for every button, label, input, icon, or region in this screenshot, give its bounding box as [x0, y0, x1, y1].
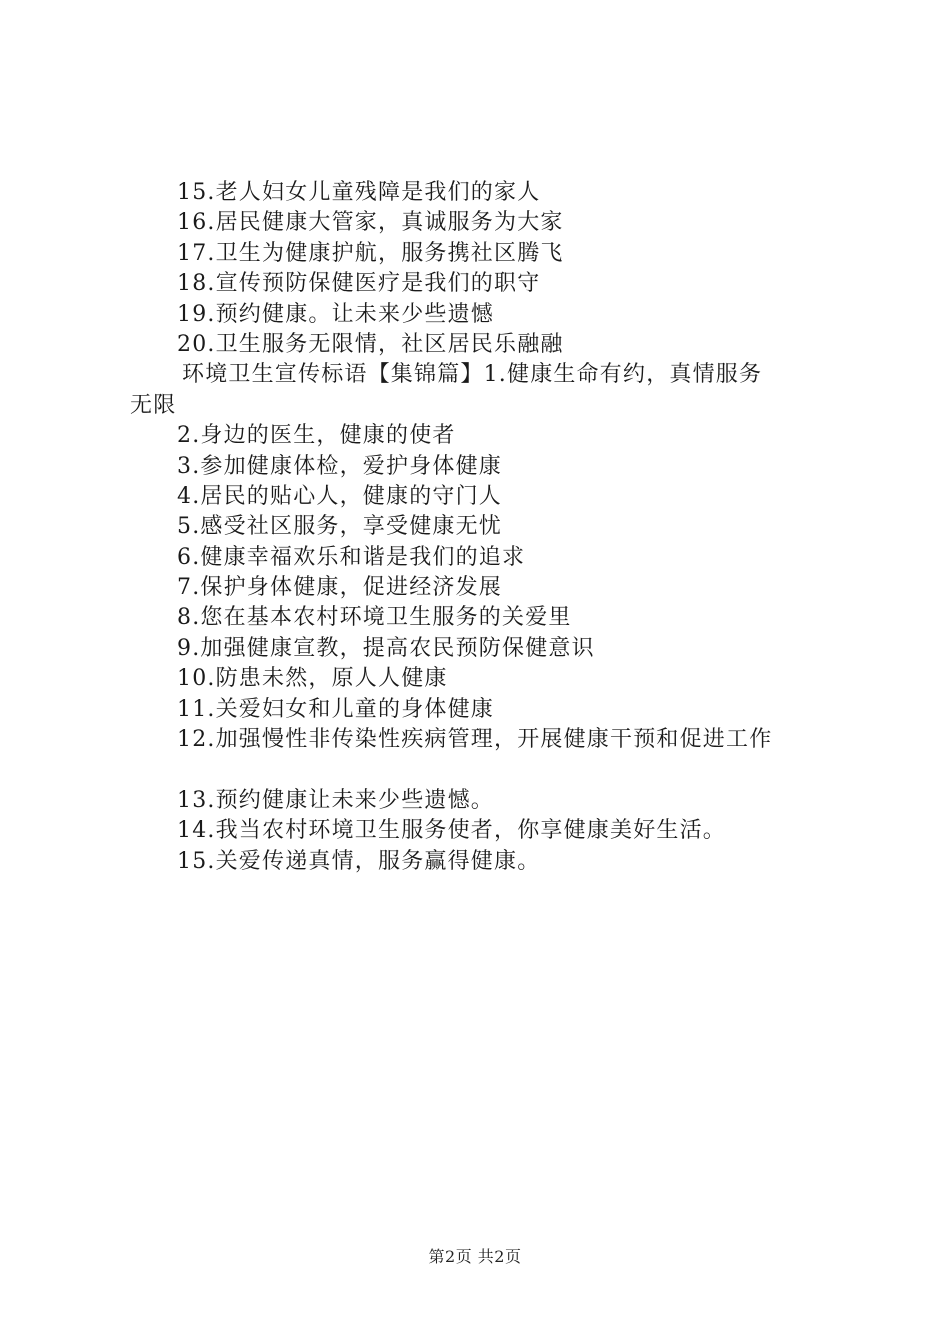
slogan-line: 15.老人妇女儿童残障是我们的家人	[177, 180, 541, 205]
blank-line	[130, 755, 840, 785]
page-number-footer: 第2页 共2页	[428, 1247, 522, 1266]
slogan-line: 17.卫生为健康护航，服务携社区腾飞	[177, 240, 564, 266]
slogan-line: 18.宣传预防保健医疗是我们的职守	[177, 271, 541, 297]
slogan-line: 19.预约健康。让未来少些遗憾	[177, 301, 494, 327]
slogan-line: 16.居民健康大管家，真诚服务为大家	[177, 210, 564, 236]
slogan-line: 14.我当农村环境卫生服务使者，你享健康美好生活。	[177, 818, 726, 844]
slogan-line: 2.身边的医生，健康的使者	[177, 423, 456, 449]
slogan-line: 20.卫生服务无限情，社区居民乐融融	[177, 331, 564, 357]
document-body	[130, 178, 840, 877]
slogan-line: 4.居民的贴心人，健康的守门人	[177, 483, 502, 509]
slogan-line: 3.参加健康体检，爱护身体健康	[177, 453, 502, 479]
slogan-line: 12.加强慢性非传染性疾病管理，开展健康干预和促进工作	[177, 727, 773, 753]
slogan-line: 10.防患未然，原人人健康	[177, 666, 448, 692]
slogan-line: 8.您在基本农村环境卫生服务的关爱里	[177, 605, 572, 631]
slogan-line: 6.健康幸福欢乐和谐是我们的追求	[177, 544, 526, 570]
section-heading: 环境卫生宣传标语【集锦篇】1.健康生命有约，真情服务	[182, 362, 763, 388]
slogan-line: 5.感受社区服务，享受健康无忧	[177, 514, 502, 540]
slogan-line: 15.关爱传递真情，服务赢得健康。	[177, 848, 541, 874]
slogan-line: 9.加强健康宣教，提高农民预防保健意识	[177, 635, 595, 661]
slogan-line: 13.预约健康让未来少些遗憾。	[177, 787, 494, 813]
slogan-line: 7.保护身体健康，促进经济发展	[177, 575, 502, 601]
section-heading-continuation: 无限	[130, 392, 177, 418]
slogan-line: 11.关爱妇女和儿童的身体健康	[177, 696, 494, 722]
